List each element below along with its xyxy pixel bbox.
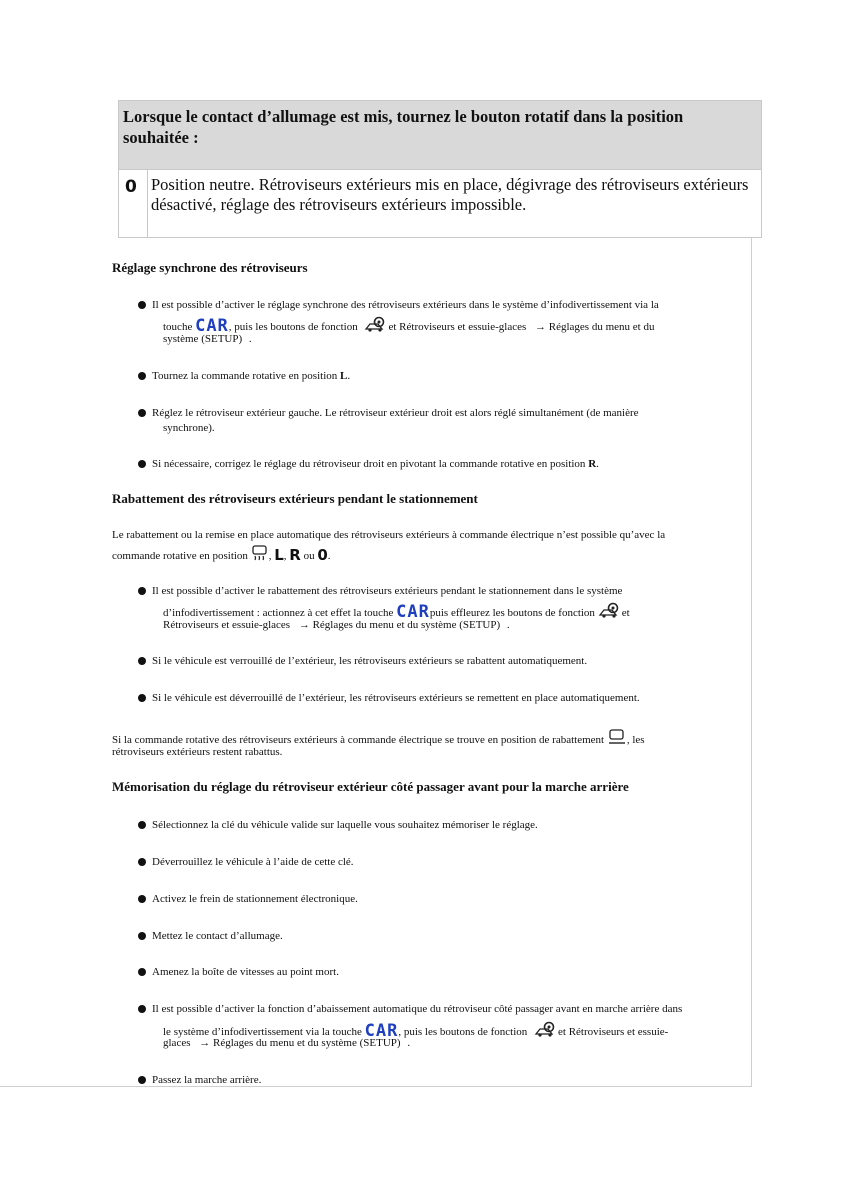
section-title-synchro: Réglage synchrone des rétroviseurs <box>112 260 308 275</box>
list-item-cont <box>163 617 743 633</box>
content-border-right <box>751 238 752 1086</box>
table-row-text: Position neutre. Rétroviseurs extérieurs mis en place, dégivrage des rétroviseurs extérieurs désactivé, réglage des rétroviseurs extérieurs impossible. <box>151 175 749 214</box>
text: . <box>248 333 252 345</box>
position-table <box>118 100 762 238</box>
position-l-icon: L <box>274 546 284 564</box>
text: Le rabattement ou la remise en place automatique des rétroviseurs extérieurs à commande électrique n’est possible qu’avec la <box>112 529 666 541</box>
list-item-cont <box>163 1035 743 1051</box>
text: le système d’infodivertissement via la touche <box>163 1026 362 1038</box>
text: , puis les boutons de fonction <box>398 1026 528 1038</box>
table-column-divider <box>147 169 148 237</box>
bullet <box>138 460 146 468</box>
bullet <box>138 694 146 702</box>
bullet <box>138 1076 146 1084</box>
list-item <box>152 583 742 599</box>
text: , les <box>626 734 645 746</box>
list-item-cont <box>163 420 743 436</box>
text: et Rétroviseurs et essuie-glaces <box>388 321 527 333</box>
text: d’infodivertissement : actionnez à cet effet la touche <box>163 607 394 619</box>
paragraph-cont <box>112 545 742 564</box>
text: . <box>506 619 510 631</box>
text: Si la commande rotative des rétroviseurs extérieurs à commande électrique se trouve en position de rabattement <box>112 734 605 746</box>
text: système (SETUP) <box>163 333 243 345</box>
mirror-fold-icon <box>607 729 627 745</box>
text: touche <box>163 321 193 333</box>
position-r: R <box>588 458 597 470</box>
bullet <box>138 409 146 417</box>
text: , <box>268 550 272 562</box>
text: Réglez le rétroviseur extérieur gauche. Le rétroviseur extérieur droit est alors réglé simultanément (de manière <box>152 407 639 419</box>
list-item: Amenez la boîte de vitesses au point mort. <box>152 966 339 978</box>
text: . <box>407 1037 411 1049</box>
list-item <box>152 405 742 421</box>
text: Il est possible d’activer le réglage synchrone des rétroviseurs extérieurs dans le système d’infodivertissement via la <box>152 299 659 311</box>
table-header-text: Lorsque le contact d’allumage est mis, tournez le bouton rotatif dans la position souhaitée : <box>123 107 684 147</box>
text: Il est possible d’activer la fonction d’abaissement automatique du rétroviseur côté passager avant en marche arrière dans <box>152 1003 683 1015</box>
text: Si nécessaire, corrigez le réglage du rétroviseur droit en pivotant la commande rotative en position <box>152 458 586 470</box>
text: Il est possible d’activer le rabattement des rétroviseurs extérieurs pendant le stationnement dans le système <box>152 585 623 597</box>
text: ou <box>303 550 315 562</box>
list-item: Si le véhicule est verrouillé de l’extérieur, les rétroviseurs extérieurs se rabattent automatiquement. <box>152 655 588 667</box>
section-title-rabattement: Rabattement des rétroviseurs extérieurs pendant le stationnement <box>112 491 478 506</box>
bullet <box>138 372 146 380</box>
text: → Réglages du menu et du système (SETUP) <box>298 619 501 631</box>
bullet <box>138 932 146 940</box>
car-key-icon: CAR <box>364 1021 399 1041</box>
list-item <box>152 1001 742 1017</box>
zero-position-icon: 0 <box>317 546 328 564</box>
text: synchrone). <box>163 422 215 434</box>
text: → Réglages du menu et du <box>535 321 655 333</box>
text: . <box>596 458 599 470</box>
paragraph <box>112 527 742 543</box>
list-item <box>152 297 742 313</box>
text: . <box>327 550 331 562</box>
mirror-heating-icon <box>251 545 269 561</box>
text: commande rotative en position <box>112 550 248 562</box>
text: glaces <box>163 1037 191 1049</box>
table-header <box>119 101 761 170</box>
bullet <box>138 968 146 976</box>
list-item <box>152 368 742 384</box>
list-item: Passez la marche arrière. <box>152 1074 262 1086</box>
text: et <box>621 607 630 619</box>
car-key-icon: CAR <box>195 316 229 336</box>
list-item: Sélectionnez la clé du véhicule valide sur laquelle vous souhaitez mémoriser le réglage. <box>152 819 538 831</box>
car-key-icon: CAR <box>396 602 430 622</box>
paragraph-cont: rétroviseurs extérieurs restent rabattus. <box>112 746 283 758</box>
list-item-cont <box>163 331 743 347</box>
bullet <box>138 587 146 595</box>
position-l: L <box>340 370 348 382</box>
text: , <box>283 550 287 562</box>
text: , puis les boutons de fonction <box>228 321 358 333</box>
text: → Réglages du menu et du système (SETUP) <box>199 1037 401 1049</box>
text: puis effleurez les boutons de fonction <box>429 607 595 619</box>
text: Rétroviseurs et essuie-glaces <box>163 619 291 631</box>
text: et Rétroviseurs et essuie- <box>558 1026 669 1038</box>
list-item: Déverrouillez le véhicule à l’aide de cette clé. <box>152 856 354 868</box>
bullet <box>138 858 146 866</box>
section-title-memorisation: Mémorisation du réglage du rétroviseur extérieur côté passager avant pour la marche arrière <box>112 779 629 794</box>
list-item <box>152 456 742 472</box>
list-item: Activez le frein de stationnement électronique. <box>152 893 358 905</box>
list-item: Si le véhicule est déverrouillé de l’extérieur, les rétroviseurs extérieurs se remettent en place automatiquement. <box>152 692 640 704</box>
zero-position-icon: 0 <box>125 177 137 197</box>
position-r-icon: R <box>289 546 301 564</box>
text: . <box>347 370 351 382</box>
list-item: Mettez le contact d’allumage. <box>152 930 283 942</box>
bullet <box>138 301 146 309</box>
bullet <box>138 895 146 903</box>
bullet <box>138 1005 146 1013</box>
bullet <box>138 821 146 829</box>
bullet <box>138 657 146 665</box>
text: Tournez la commande rotative en position <box>152 370 338 382</box>
